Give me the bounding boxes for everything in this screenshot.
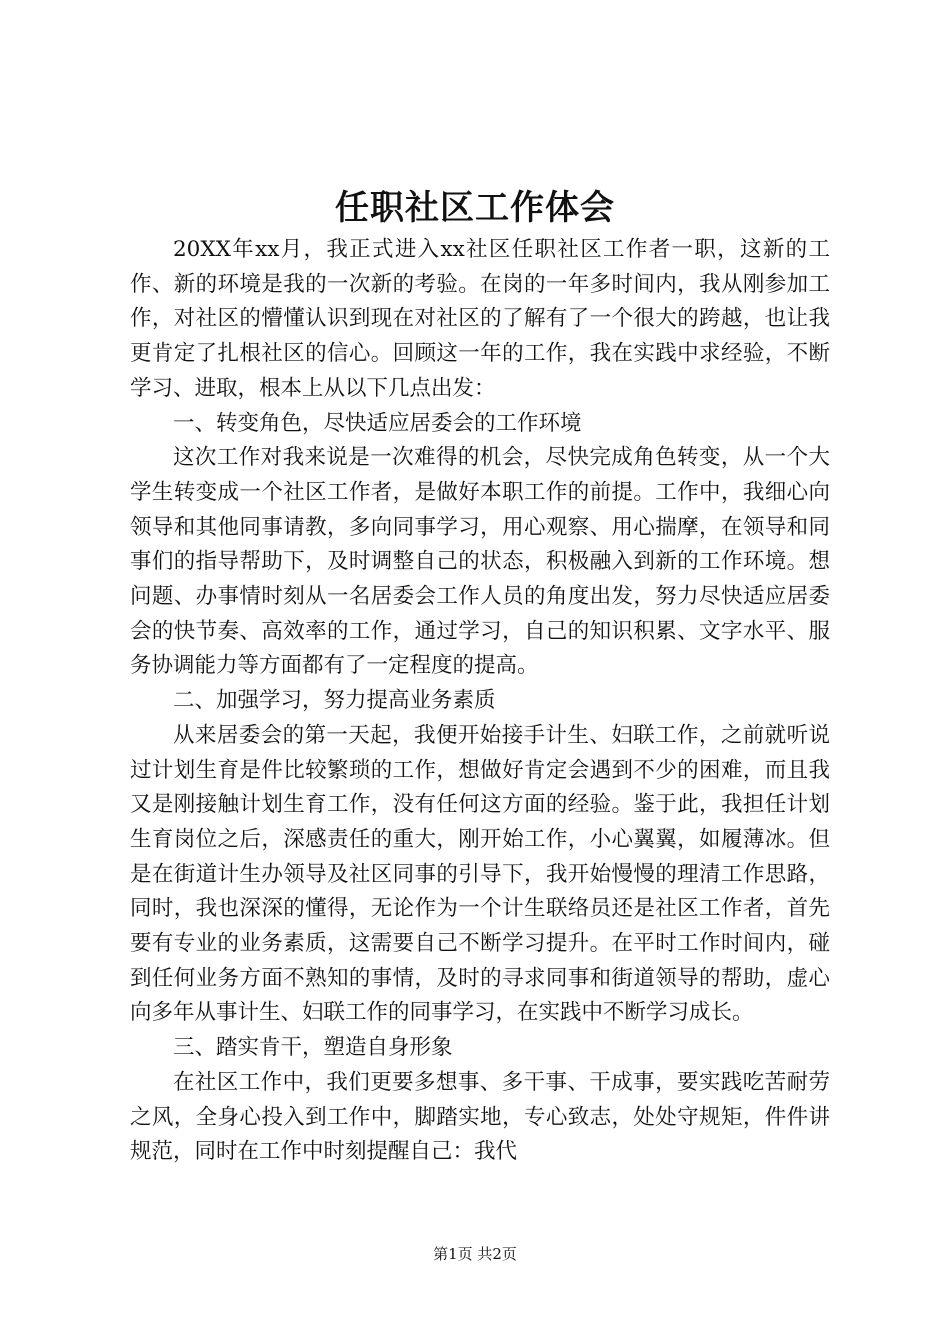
document-title: 任职社区工作体会 bbox=[335, 188, 615, 228]
document-body bbox=[130, 233, 830, 1170]
paragraph-section-2: 从来居委会的第一天起，我便开始接手计生、妇联工作，之前就听说过计划生育是件比较繁琐的工作，想做好肯定会遇到不少的困难，而且我又是刚接触计划生育工作，没有任何这方面的经验。鉴于此，我担任计划生育岗位之后，深感责任的重大，刚开始工作，小心翼翼，如履薄冰。但是在街道计生办领导及社区同事的引导下，我开始慢慢的理清工作思路，同时，我也深深的懂得，无论作为一个计生联络员还是社区工作者，首先要有专业的业务素质，这需要自己不断学习提升。在平时工作时间内，碰到任何业务方面不熟知的事情，及时的寻求同事和街道领导的帮助，虚心向多年从事计生、妇联工作的同事学习，在实践中不断学习成长。 bbox=[130, 722, 830, 1026]
paragraph-intro: 20XX年xx月，我正式进入xx社区任职社区工作者一职，这新的工作、新的环境是我的一次新的考验。在岗的一年多时间内，我从刚参加工作，对社区的懵懂认识到现在对社区的了解有了一个很大的跨越，也让我更肯定了扎根社区的信心。回顾这一年的工作，我在实践中求经验，不断学习、进取，根本上从以下几点出发： bbox=[130, 237, 830, 401]
paragraph-section-3: 在社区工作中，我们更要多想事、多干事、干成事，要实践吃苦耐劳之风，全身心投入到工作中，脚踏实地，专心致志，处处守规矩，件件讲规范，同时在工作中时刻提醒自己：我代 bbox=[130, 1069, 830, 1165]
section-heading-2: 二、加强学习，努力提高业务素质 bbox=[173, 688, 496, 714]
section-heading-1: 一、转变角色，尽快适应居委会的工作环境 bbox=[173, 410, 582, 436]
page-footer: 第1页 共2页 bbox=[433, 1245, 517, 1263]
paragraph-section-1: 这次工作对我来说是一次难得的机会，尽快完成角色转变，从一个大学生转变成一个社区工作者，是做好本职工作的前提。工作中，我细心向领导和其他同事请教，多向同事学习，用心观察、用心揣摩，在领导和同事们的指导帮助下，及时调整自己的状态，积极融入到新的工作环境。想问题、办事情时刻从一名居委会工作人员的角度出发，努力尽快适应居委会的快节奏、高效率的工作，通过学习，自己的知识积累、文字水平、服务协调能力等方面都有了一定程度的提高。 bbox=[130, 445, 830, 679]
section-heading-3: 三、踏实肯干，塑造自身形象 bbox=[173, 1035, 453, 1061]
